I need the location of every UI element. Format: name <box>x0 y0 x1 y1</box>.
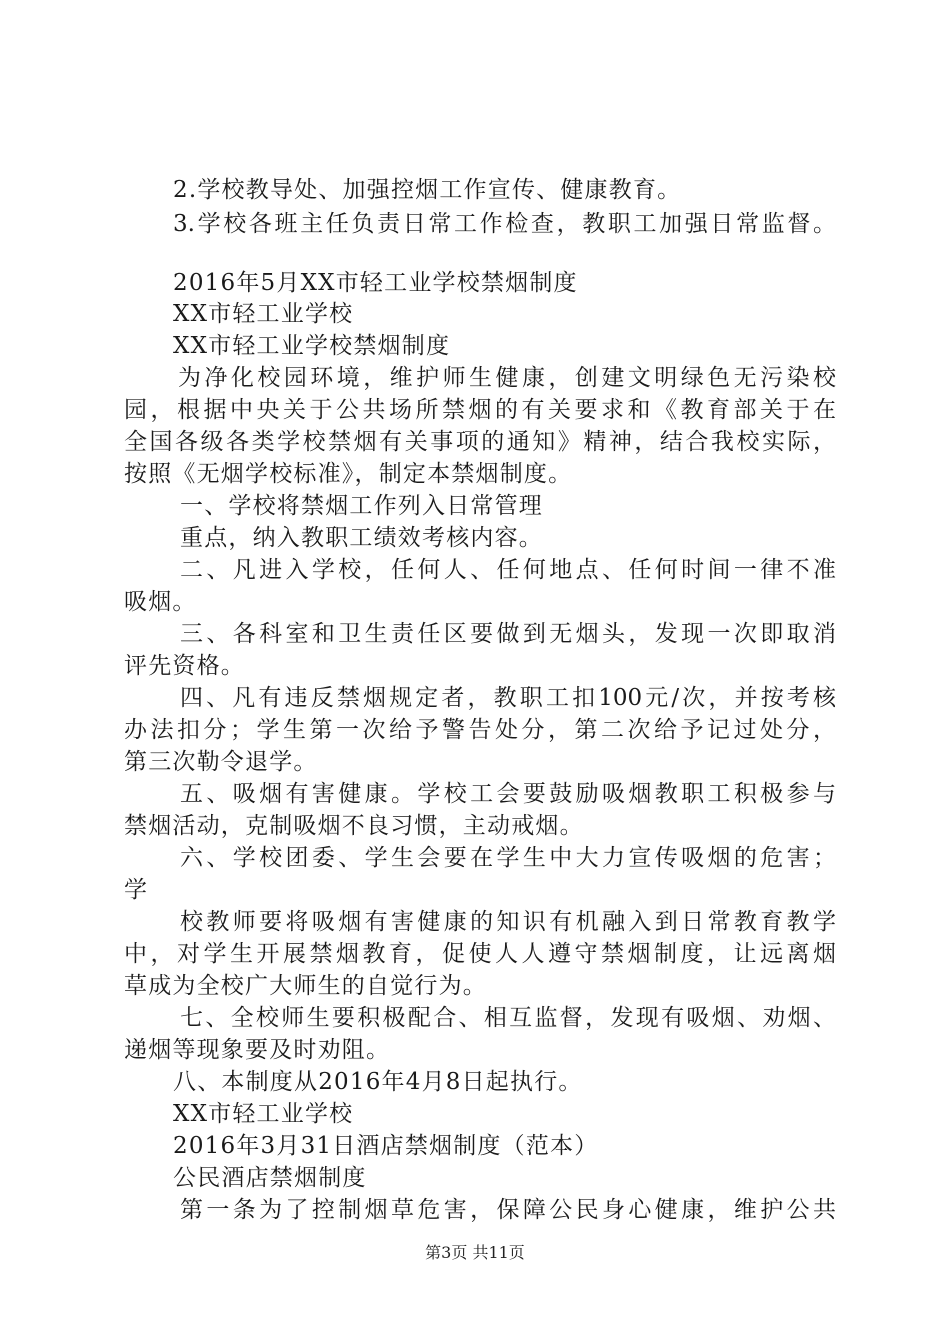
text-line: 为净化校园环境，维护师生健康，创建文明绿色无污染校 <box>178 365 836 391</box>
text-line: 吸烟。 <box>124 589 197 615</box>
text-line: 2.学校教导处、加强控烟工作宣传、健康教育。 <box>173 177 682 203</box>
text-line: 学 <box>124 877 149 903</box>
text-line: 评先资格。 <box>124 653 245 679</box>
section-heading: 2016年5月XX市轻工业学校禁烟制度 <box>173 270 578 296</box>
text-line: 四、凡有违反禁烟规定者，教职工扣100元/次，并按考核 <box>180 685 836 711</box>
page-footer: 第3页 共11页 <box>425 1243 525 1262</box>
text-line: 禁烟活动，克制吸烟不良习惯，主动戒烟。 <box>124 813 584 839</box>
text-line: XX市轻工业学校 <box>173 1101 354 1127</box>
text-line: 五、吸烟有害健康。学校工会要鼓励吸烟教职工积极参与 <box>180 781 836 807</box>
text-line: 三、各科室和卫生责任区要做到无烟头，发现一次即取消 <box>180 621 836 647</box>
text-line: 第一条为了控制烟草危害，保障公民身心健康，维护公共 <box>180 1197 836 1223</box>
text-line: 3.学校各班主任负责日常工作检查，教职工加强日常监督。 <box>173 211 836 237</box>
text-line: XX市轻工业学校 <box>173 301 354 327</box>
text-line: 八、本制度从2016年4月8日起执行。 <box>173 1069 583 1095</box>
document-title: 公民酒店禁烟制度 <box>173 1165 367 1191</box>
section-heading: 2016年3月31日酒店禁烟制度（范本） <box>173 1133 599 1159</box>
text-line: 全国各级各类学校禁烟有关事项的通知》精神，结合我校实际， <box>124 429 836 455</box>
text-line: 六、学校团委、学生会要在学生中大力宣传吸烟的危害； <box>180 845 836 871</box>
text-line: 第三次勒令退学。 <box>124 749 318 775</box>
text-line: 草成为全校广大师生的自觉行为。 <box>124 973 487 999</box>
text-line: 递烟等现象要及时劝阻。 <box>124 1037 391 1063</box>
document-title: XX市轻工业学校禁烟制度 <box>173 333 451 359</box>
text-line: 二、凡进入学校，任何人、任何地点、任何时间一律不准 <box>180 557 836 583</box>
text-line: 校教师要将吸烟有害健康的知识有机融入到日常教育教学 <box>180 909 836 935</box>
text-line: 办法扣分；学生第一次给予警告处分，第二次给予记过处分， <box>124 717 836 743</box>
text-line: 园，根据中央关于公共场所禁烟的有关要求和《教育部关于在 <box>124 397 836 423</box>
text-line: 重点，纳入教职工绩效考核内容。 <box>180 525 543 551</box>
text-line: 七、全校师生要积极配合、相互监督，发现有吸烟、劝烟、 <box>180 1005 836 1031</box>
text-line: 按照《无烟学校标准》，制定本禁烟制度。 <box>124 461 573 487</box>
text-line: 中，对学生开展禁烟教育，促使人人遵守禁烟制度，让远离烟 <box>124 941 836 967</box>
text-line: 一、学校将禁烟工作列入日常管理 <box>180 493 543 519</box>
